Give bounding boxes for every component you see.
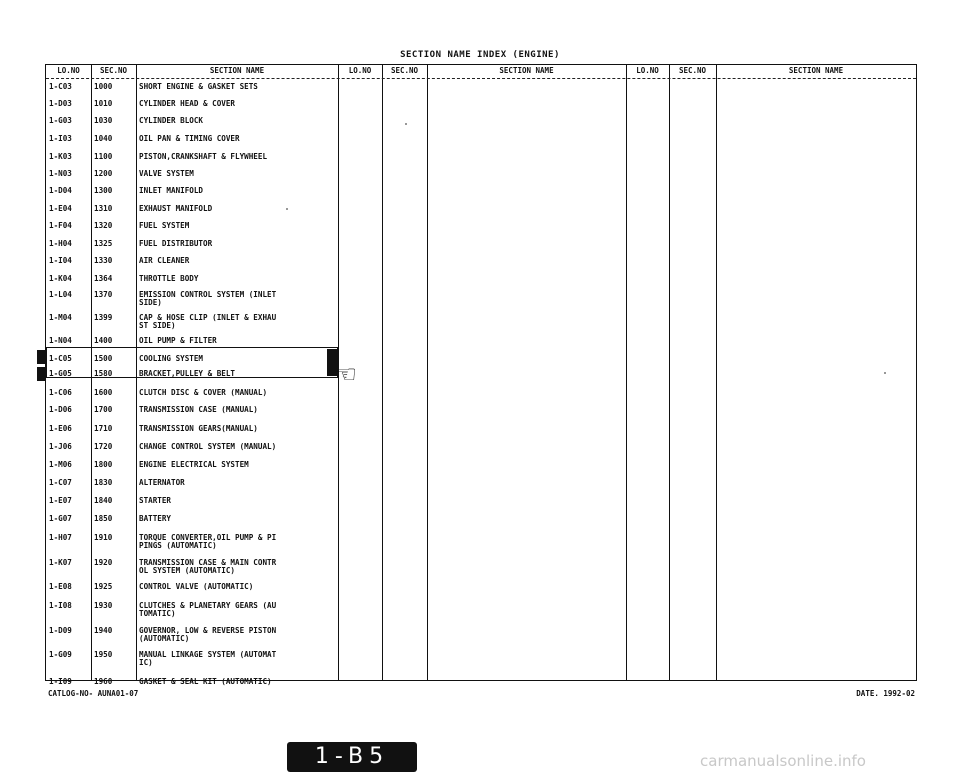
section-name: INLET MANIFOLD bbox=[139, 186, 204, 195]
margin-tab bbox=[37, 367, 45, 381]
lo-number: 1-D06 bbox=[49, 405, 72, 414]
section-name: CLUTCH DISC & COVER (MANUAL) bbox=[139, 388, 268, 397]
lo-number: 1-E07 bbox=[49, 496, 72, 505]
section-number: 1500 bbox=[94, 354, 113, 363]
section-name: SHORT ENGINE & GASKET SETS bbox=[139, 82, 258, 91]
section-number: 1950 bbox=[94, 650, 113, 659]
lo-number: 1-G05 bbox=[49, 369, 72, 378]
section-number: 1580 bbox=[94, 369, 113, 378]
lo-number: 1-C07 bbox=[49, 478, 72, 487]
header-rule bbox=[46, 78, 916, 79]
section-number: 1325 bbox=[94, 239, 113, 248]
scan-speck bbox=[884, 372, 886, 374]
header-sec-no-2: SEC.NO bbox=[390, 66, 419, 75]
col-divider bbox=[626, 65, 627, 680]
lo-number: 1-C06 bbox=[49, 388, 72, 397]
lo-number: 1-E08 bbox=[49, 582, 72, 591]
header-sec-no-1: SEC.NO bbox=[99, 66, 128, 75]
watermark: carmanualsonline.info bbox=[700, 752, 866, 770]
section-number: 1330 bbox=[94, 256, 113, 265]
section-name: CYLINDER BLOCK bbox=[139, 116, 204, 125]
section-number: 1700 bbox=[94, 405, 113, 414]
lo-number: 1-E06 bbox=[49, 424, 72, 433]
section-number: 1600 bbox=[94, 388, 113, 397]
lo-number: 1-H07 bbox=[49, 533, 72, 542]
lo-number: 1-K03 bbox=[49, 152, 72, 161]
section-number: 1940 bbox=[94, 626, 113, 635]
section-name: GOVERNOR, LOW & REVERSE PISTON (AUTOMATIC) bbox=[139, 626, 277, 643]
section-number: 1370 bbox=[94, 290, 113, 299]
section-name: CONTROL VALVE (AUTOMATIC) bbox=[139, 582, 254, 591]
section-number: 1930 bbox=[94, 601, 113, 610]
section-number: 1310 bbox=[94, 204, 113, 213]
lo-number: 1-C03 bbox=[49, 82, 72, 91]
section-number: 1840 bbox=[94, 496, 113, 505]
lo-number: 1-I03 bbox=[49, 134, 72, 143]
section-number: 1400 bbox=[94, 336, 113, 345]
lo-number: 1-D04 bbox=[49, 186, 72, 195]
section-name: THROTTLE BODY bbox=[139, 274, 199, 283]
section-name: CYLINDER HEAD & COVER bbox=[139, 99, 236, 108]
section-number: 1010 bbox=[94, 99, 113, 108]
section-name: PISTON,CRANKSHAFT & FLYWHEEL bbox=[139, 152, 268, 161]
section-number: 1100 bbox=[94, 152, 113, 161]
section-number: 1200 bbox=[94, 169, 113, 178]
section-number: 1030 bbox=[94, 116, 113, 125]
section-name: CHANGE CONTROL SYSTEM (MANUAL) bbox=[139, 442, 277, 451]
lo-number: 1-G09 bbox=[49, 650, 72, 659]
col-divider bbox=[716, 65, 717, 680]
lo-number: 1-D03 bbox=[49, 99, 72, 108]
section-name: TRANSMISSION GEARS(MANUAL) bbox=[139, 424, 258, 433]
lo-number: 1-K07 bbox=[49, 558, 72, 567]
lo-number: 1-C05 bbox=[49, 354, 72, 363]
section-name: BATTERY bbox=[139, 514, 172, 523]
catalog-number: CATLOG-NO- AUNA01-07 bbox=[48, 689, 139, 698]
section-number: 1830 bbox=[94, 478, 113, 487]
lo-number: 1-L04 bbox=[49, 290, 72, 299]
col-divider bbox=[669, 65, 670, 680]
section-number: 1920 bbox=[94, 558, 113, 567]
lo-number: 1-I09 bbox=[49, 677, 72, 686]
section-number: 1960 bbox=[94, 677, 113, 686]
section-number: 1925 bbox=[94, 582, 113, 591]
header-lo-no-1: LO.NO bbox=[57, 66, 80, 75]
section-number: 1850 bbox=[94, 514, 113, 523]
section-number: 1364 bbox=[94, 274, 113, 283]
lo-number: 1-E04 bbox=[49, 204, 72, 213]
section-number: 1000 bbox=[94, 82, 113, 91]
section-name: COOLING SYSTEM bbox=[139, 354, 204, 363]
index-table bbox=[45, 64, 917, 686]
section-number: 1300 bbox=[94, 186, 113, 195]
section-name: TRANSMISSION CASE & MAIN CONTR OL SYSTEM (AUTOMATIC) bbox=[139, 558, 277, 575]
section-name: BRACKET,PULLEY & BELT bbox=[139, 369, 236, 378]
section-name: CAP & HOSE CLIP (INLET & EXHAU ST SIDE) bbox=[139, 313, 277, 330]
lo-number: 1-D09 bbox=[49, 626, 72, 635]
section-name: EXHAUST MANIFOLD bbox=[139, 204, 213, 213]
lo-number: 1-J06 bbox=[49, 442, 72, 451]
document-date: DATE. 1992-02 bbox=[856, 689, 915, 698]
section-name: TRANSMISSION CASE (MANUAL) bbox=[139, 405, 258, 414]
lo-number: 1-I04 bbox=[49, 256, 72, 265]
lo-number: 1-G03 bbox=[49, 116, 72, 125]
lo-number: 1-I08 bbox=[49, 601, 72, 610]
margin-tab bbox=[37, 350, 45, 364]
header-section-name-3: SECTION NAME bbox=[788, 66, 844, 75]
section-number: 1710 bbox=[94, 424, 113, 433]
header-sec-no-3: SEC.NO bbox=[678, 66, 707, 75]
section-name: FUEL SYSTEM bbox=[139, 221, 190, 230]
page-number: 1-B5 bbox=[287, 742, 417, 772]
header-lo-no-3: LO.NO bbox=[636, 66, 659, 75]
lo-number: 1-K04 bbox=[49, 274, 72, 283]
section-name: ENGINE ELECTRICAL SYSTEM bbox=[139, 460, 249, 469]
section-number: 1800 bbox=[94, 460, 113, 469]
pointing-hand-icon: ☜ bbox=[337, 357, 356, 392]
section-number: 1399 bbox=[94, 313, 113, 322]
section-number: 1910 bbox=[94, 533, 113, 542]
section-name: EMISSION CONTROL SYSTEM (INLET SIDE) bbox=[139, 290, 277, 307]
lo-number: 1-M04 bbox=[49, 313, 72, 322]
section-name: OIL PAN & TIMING COVER bbox=[139, 134, 240, 143]
section-name: TORQUE CONVERTER,OIL PUMP & PI PINGS (AUTOMATIC) bbox=[139, 533, 277, 550]
section-name: VALVE SYSTEM bbox=[139, 169, 194, 178]
section-name: OIL PUMP & FILTER bbox=[139, 336, 217, 345]
lo-number: 1-G07 bbox=[49, 514, 72, 523]
lo-number: 1-N03 bbox=[49, 169, 72, 178]
section-name: CLUTCHES & PLANETARY GEARS (AU TOMATIC) bbox=[139, 601, 277, 618]
lo-number: 1-M06 bbox=[49, 460, 72, 469]
section-number: 1040 bbox=[94, 134, 113, 143]
page-title: SECTION NAME INDEX (ENGINE) bbox=[400, 50, 560, 60]
lo-number: 1-F04 bbox=[49, 221, 72, 230]
col-divider bbox=[382, 65, 383, 680]
header-section-name-1: SECTION NAME bbox=[209, 66, 265, 75]
header-section-name-2: SECTION NAME bbox=[499, 66, 554, 75]
section-number: 1320 bbox=[94, 221, 113, 230]
section-name: FUEL DISTRIBUTOR bbox=[139, 239, 213, 248]
section-name: AIR CLEANER bbox=[139, 256, 190, 265]
section-name: ALTERNATOR bbox=[139, 478, 185, 487]
section-name: MANUAL LINKAGE SYSTEM (AUTOMAT IC) bbox=[139, 650, 277, 667]
section-number: 1720 bbox=[94, 442, 113, 451]
scan-speck bbox=[286, 208, 288, 210]
lo-number: 1-N04 bbox=[49, 336, 72, 345]
section-name: GASKET & SEAL KIT (AUTOMATIC) bbox=[139, 677, 272, 686]
lo-number: 1-H04 bbox=[49, 239, 72, 248]
header-lo-no-2: LO.NO bbox=[348, 66, 372, 75]
section-name: STARTER bbox=[139, 496, 172, 505]
col-divider bbox=[427, 65, 428, 680]
scan-speck bbox=[405, 123, 407, 125]
